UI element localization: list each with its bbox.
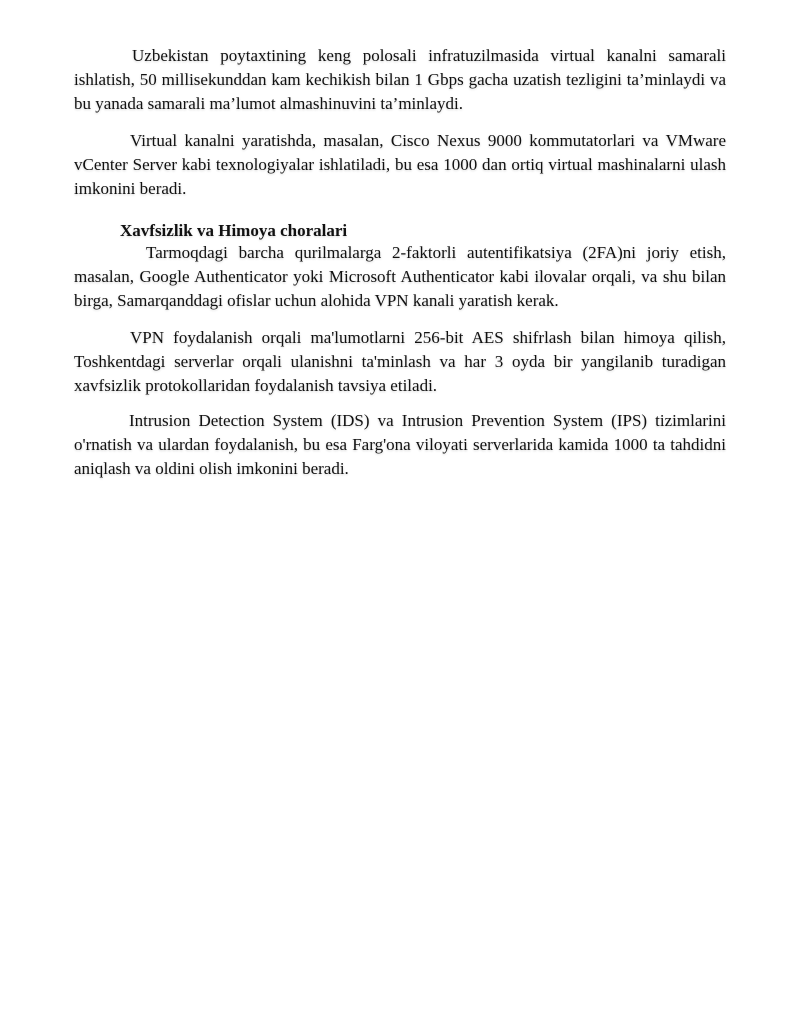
paragraph-ids-ips: Intrusion Detection System (IDS) va Intrusion Prevention System (IPS) tizimlarini o'rnatish va ulardan foydalanish, bu esa Farg'ona viloyati serverlarida kamida 1000 ta tahdidni aniqlash va oldini olish imkonini beradi.	[74, 411, 726, 478]
section-heading-security: Xavfsizlik va Himoya choralari	[120, 221, 348, 240]
paragraph-broadband: Uzbekistan poytaxtining keng polosali infratuzilmasida virtual kanalni samarali ishlatish, 50 millisekunddan kam kechikish bilan 1 Gbps gacha uzatish tezligini ta’minlaydi va bu yanada samarali ma’lumot almashinuvini ta’minlaydi.	[74, 46, 726, 113]
document-page	[74, 44, 726, 481]
paragraph-vpn: VPN foydalanish orqali ma'lumotlarni 256-bit AES shifrlash bilan himoya qilish, Toshkentdagi serverlar orqali ulanishni ta'minlash va har 3 oyda bir yangilanib turadigan xavfsizlik protokollaridan foydalanish tavsiya etiladi.	[74, 328, 726, 395]
paragraph-2fa: Tarmoqdagi barcha qurilmalarga 2-faktorli autentifikatsiya (2FA)ni joriy etish, masalan, Google Authenticator yoki Microsoft Authenticator kabi ilovalar orqali, va shu bilan birga, Samarqanddagi ofislar uchun alohida VPN kanali yaratish kerak.	[74, 243, 726, 310]
paragraph-virtual-channel: Virtual kanalni yaratishda, masalan, Cisco Nexus 9000 kommutatorlari va VMware vCenter Server kabi texnologiyalar ishlatiladi, bu esa 1000 dan ortiq virtual mashinalarni ulash imkonini beradi.	[74, 131, 726, 198]
